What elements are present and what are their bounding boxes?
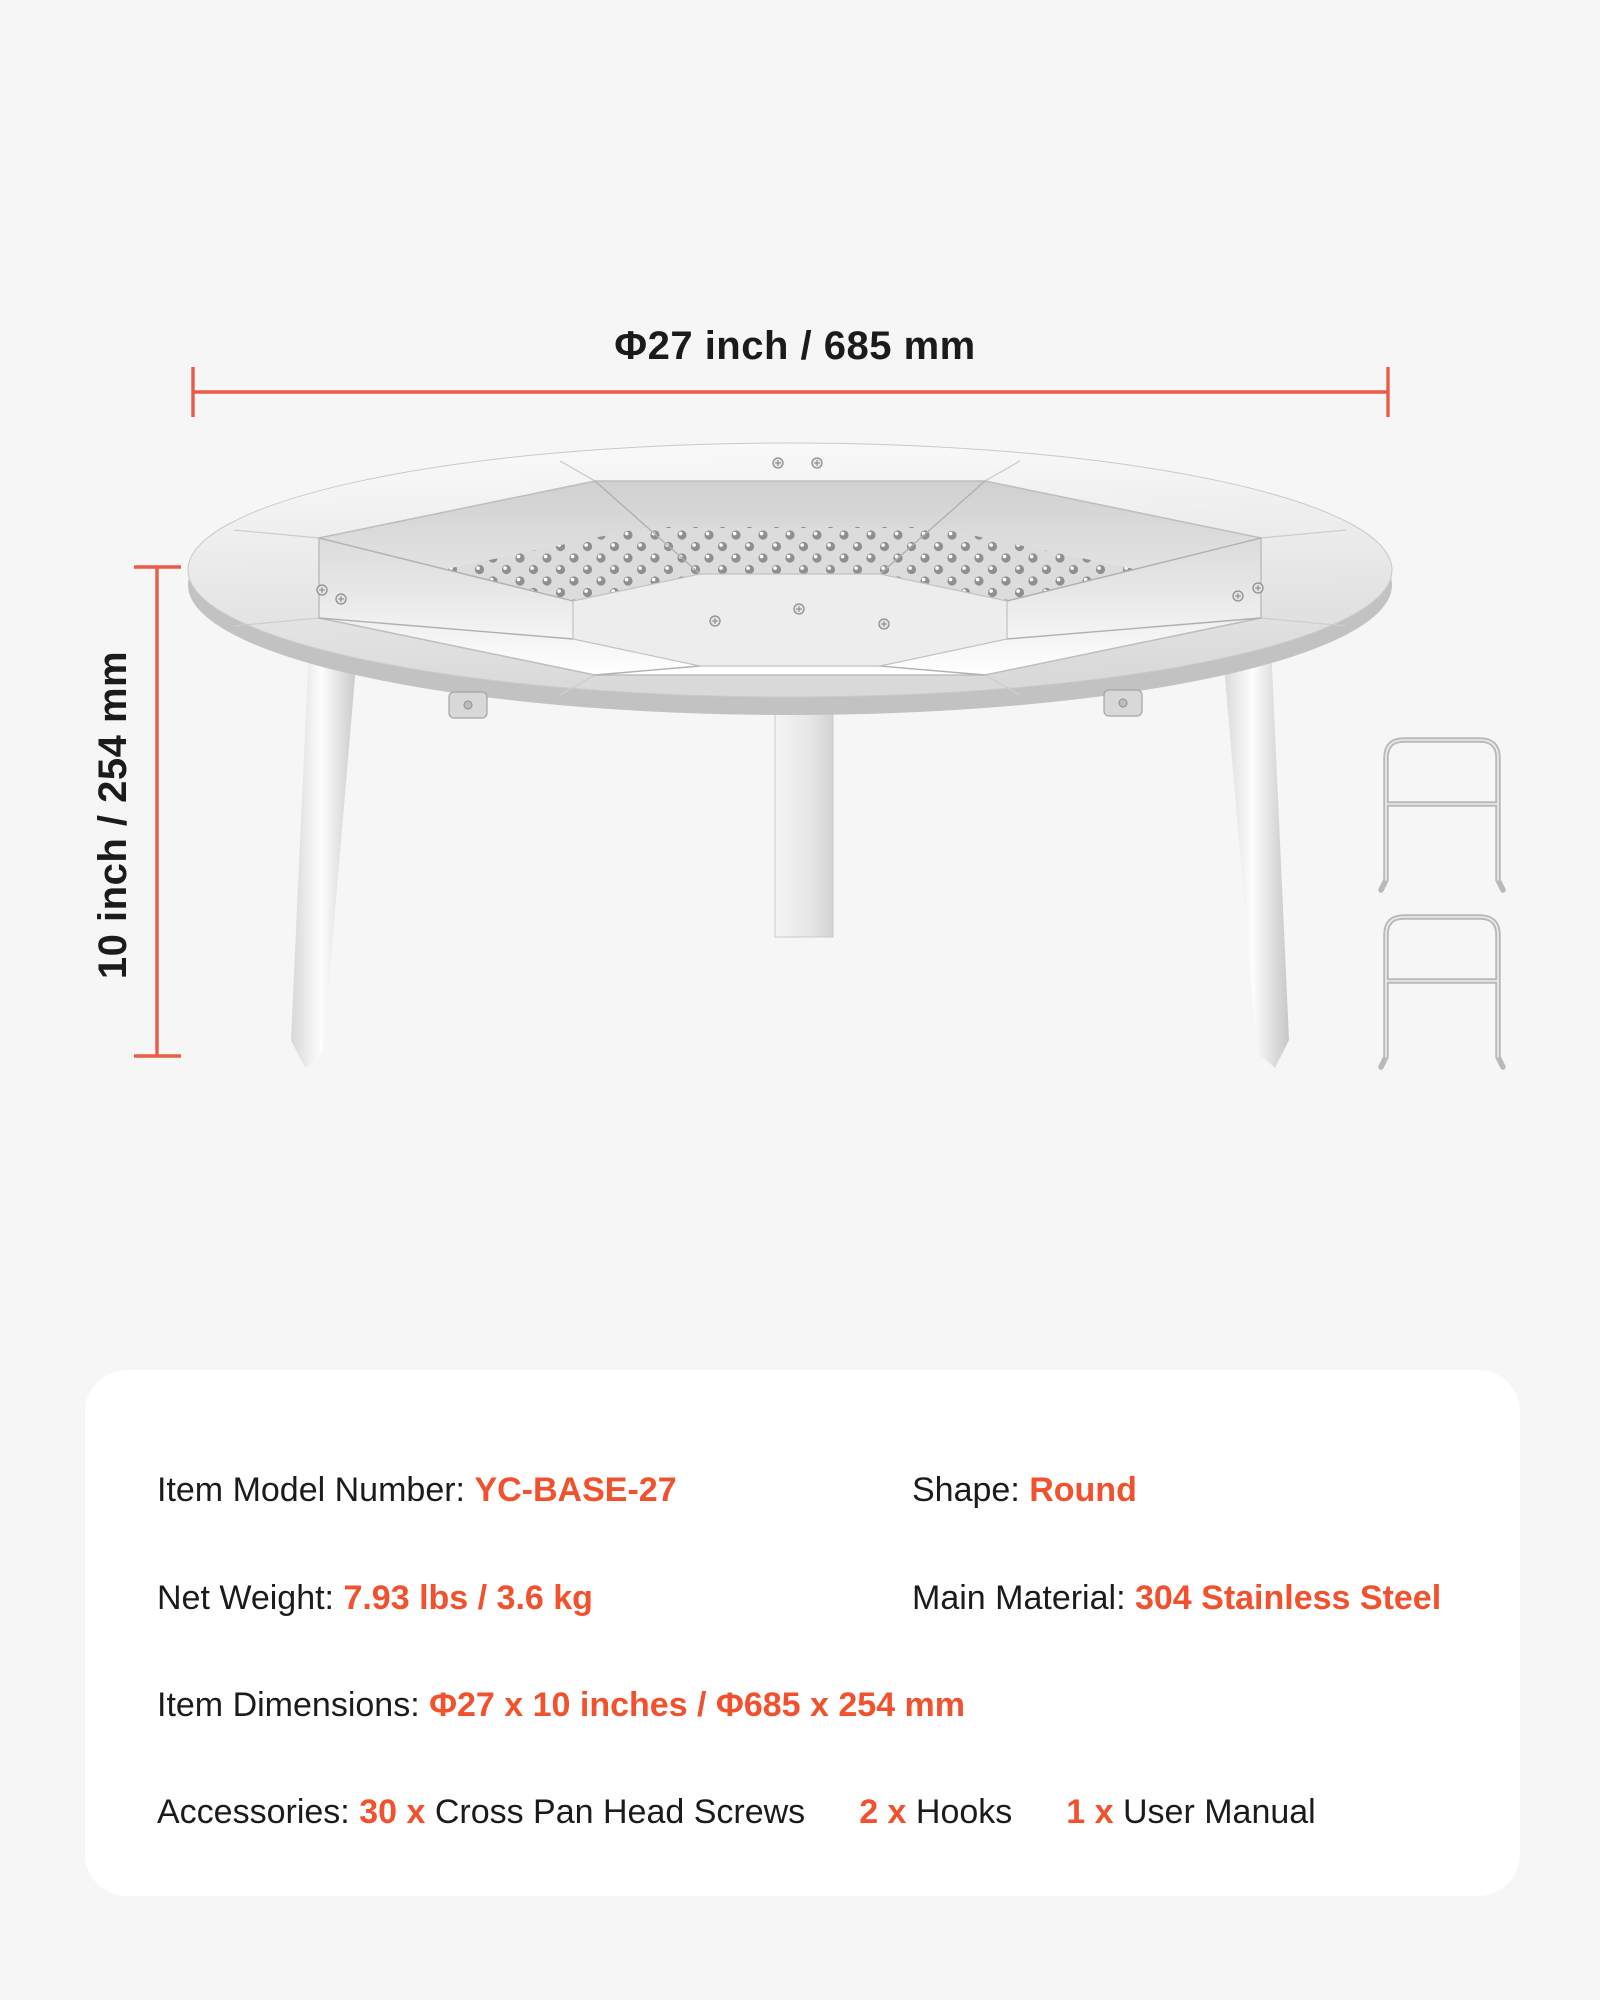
dimension-label-height: 10 inch / 254 mm xyxy=(91,650,135,980)
spec-material-value: 304 Stainless Steel xyxy=(1134,1579,1442,1617)
spec-weight-value: 7.93 lbs / 3.6 kg xyxy=(343,1579,593,1617)
spec-weight-label: Net Weight: xyxy=(157,1579,344,1617)
spec-shape-value: Round xyxy=(1029,1471,1137,1509)
bowl-bottom-plate xyxy=(573,574,1007,666)
accessory-name-screws: Cross Pan Head Screws xyxy=(425,1793,806,1831)
accessory-name-hooks: Hooks xyxy=(906,1793,1013,1831)
spec-accessories-label: Accessories: xyxy=(157,1793,360,1831)
accessory-hook-1 xyxy=(1381,740,1503,890)
dimension-line-vertical xyxy=(134,567,181,1056)
table-top xyxy=(188,443,1392,718)
fire-bowl xyxy=(319,481,1261,675)
dimension-label-width: Φ27 inch / 685 mm xyxy=(614,324,976,368)
spec-dimensions-label: Item Dimensions: xyxy=(157,1686,430,1724)
spec-material-label: Main Material: xyxy=(912,1579,1135,1617)
table-leg-right xyxy=(1222,622,1289,1068)
spec-shape-label: Shape: xyxy=(912,1471,1030,1509)
spec-dimensions-value: Φ27 x 10 inches / Φ685 x 254 mm xyxy=(429,1686,966,1724)
spec-model-label: Item Model Number: xyxy=(157,1471,475,1509)
spec-model-value: YC-BASE-27 xyxy=(474,1471,677,1509)
accessory-qty-manual: 1 x xyxy=(1066,1793,1114,1831)
spec-weight xyxy=(157,1574,593,1622)
spec-dimensions xyxy=(157,1681,965,1729)
accessory-hook-2 xyxy=(1381,917,1503,1067)
dimension-line-horizontal xyxy=(193,367,1388,417)
spec-accessories xyxy=(157,1788,1316,1836)
spec-shape xyxy=(912,1466,1137,1514)
spec-material xyxy=(912,1574,1441,1622)
spec-card xyxy=(85,1370,1520,1896)
spec-model xyxy=(157,1466,677,1514)
table-leg-left xyxy=(291,622,358,1068)
accessory-qty-screws: 30 x xyxy=(359,1793,426,1831)
table-leg-center xyxy=(775,700,833,937)
accessory-qty-hooks: 2 x xyxy=(859,1793,907,1831)
accessory-name-manual: User Manual xyxy=(1113,1793,1316,1831)
